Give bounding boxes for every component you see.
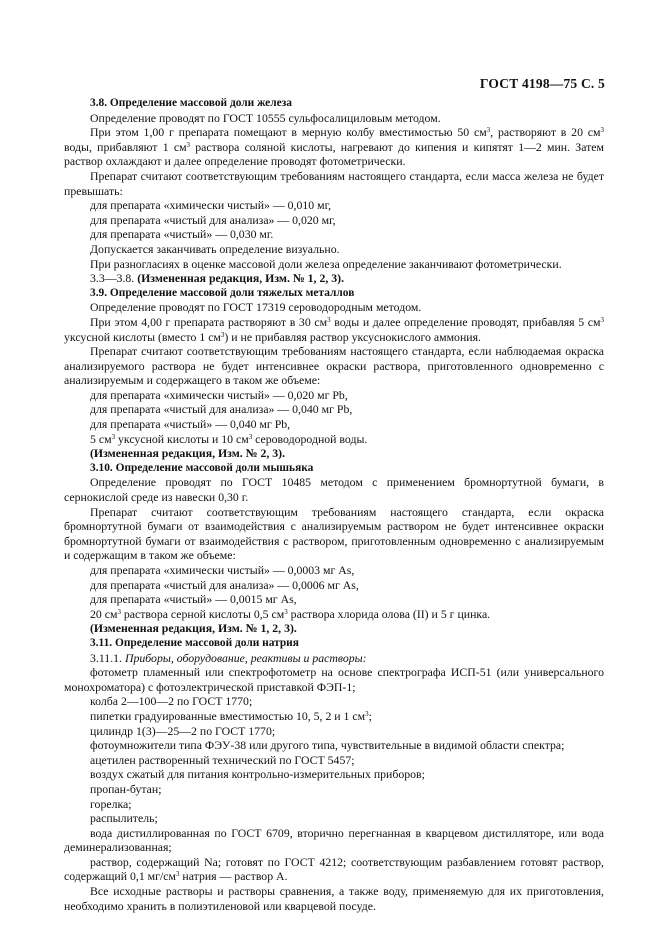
paragraph: Определение проводят по ГОСТ 10485 методом с применением бромнортутной бумаги, в сернокислой среде из навески 0,30 г. (64, 475, 604, 505)
page-body (64, 96, 604, 913)
list-item: 20 $см^3$ раствора серной кислоты 0,5 $см^3$ раствора хлорида олова (II) и 5 г цинка. (90, 606, 491, 621)
paragraph: Препарат считают соответствующим требованиям настоящего стандарта, если наблюдаемая окраска анализируемого раствора не будет интенсивнее окраски раствора, приготовленного одновременно с анализируемым и содержащего в таком же объеме: (64, 344, 604, 388)
list-item: фотоумножители типа ФЭУ-38 или другого типа, чувствительные в видимой области спектра; (90, 738, 565, 753)
section-3-11-heading: 3.11. Определение массовой доли натрия (90, 636, 299, 649)
paragraph: Препарат считают соответствующим требованиям настоящего стандарта, если масса железа не будет превышать: (64, 168, 604, 198)
section-3-8-heading: 3.8. Определение массовой доли железа (90, 97, 292, 109)
list-item: пипетки градуированные вместимостью 10, 5, 2 и 1 $см^3$; (90, 708, 372, 723)
section-3-10-heading: 3.10. Определение массовой доли мышьяка (90, 461, 314, 474)
paragraph: Определение проводят по ГОСТ 10555 сульфосалициловым методом. (90, 110, 441, 125)
paragraph: Все исходные растворы и растворы сравнения, а также воду, применяемую для их приготовления, необходимо хранить в полиэтиленовой или кварцевой посуде. (64, 884, 604, 913)
running-header: ГОСТ 4198—75 С. 5 (479, 76, 605, 91)
list-item: 5 $см^3$ уксусной кислоты и 10 $см^3$ сероводородной воды. (90, 431, 368, 446)
paragraph: Определение проводят по ГОСТ 17319 сероводородным методом. (90, 300, 422, 315)
list-item: колба 2—100—2 по ГОСТ 1770; (90, 694, 253, 709)
list-item: для препарата «химически чистый» — 0,0003 мг As, (90, 563, 355, 577)
list-item: для препарата «чистый» — 0,0015 мг As, (90, 592, 297, 607)
list-item: для препарата «чистый» — 0,040 мг Pb, (90, 417, 291, 432)
paragraph: Допускается заканчивать определение визуально. (90, 241, 340, 256)
paragraph: Препарат считают соответствующим требованиям настоящего стандарта, если окраска бромнортутной бумаги от взаимодействия с анализируемым раствором не будет интенсивнее окраски бромнортутной бумаги от взаимодействия с раствором, приготовленным одновременно с анализируемым и содержащим в таком же объеме: (64, 504, 604, 563)
list-item: ацетилен растворенный технический по ГОСТ 5457; (90, 752, 355, 767)
list-item: для препарата «чистый для анализа» — 0,040 мг Pb, (90, 402, 353, 417)
list-item: пропан-бутан; (90, 781, 162, 796)
list-item: для препарата «чистый» — 0,030 мг. (90, 227, 274, 242)
list-item: горелка; (90, 796, 132, 811)
revision-note: 3.3—3.8. (Измененная редакция, Изм. № 1, 2, 3). (90, 271, 345, 286)
list-item: распылитель; (90, 811, 158, 826)
subsection-heading: 3.11.1. Приборы, оборудование, реактивы и растворы: (90, 650, 367, 665)
list-item: раствор, содержащий Na; готовят по ГОСТ 4212; соответствующим разбавлением готовят раствор, содержащий 0,1 $мг/см^3$ натрия — раствор А. (64, 854, 604, 884)
revision-note: (Измененная редакция, Изм. № 2, 3). (90, 446, 286, 461)
list-item: цилиндр 1(3)—25—2 по ГОСТ 1770; (90, 723, 276, 738)
list-item: вода дистиллированная по ГОСТ 6709, вторично перегнанная в кварцевом дистилляторе, или вода деминерализованная; (64, 825, 604, 855)
list-item: фотометр пламенный или спектрофотометр на основе спектрографа ИСП-51 (или универсального монохроматора) с фотоэлектрической приставкой ФЭП-1; (64, 665, 604, 694)
list-item: для препарата «чистый для анализа» — 0,0006 мг As, (90, 577, 359, 592)
list-item: для препарата «химически чистый» — 0,020 мг Pb, (90, 387, 348, 402)
paragraph: При этом 4,00 г препарата растворяют в 30 $см^3$ воды и далее определение проводят, прибавляя 5 $см^3$ уксусной кислоты (вместо 1 $см^3$) и не прибавляя раствор уксуснокислого аммония. (64, 314, 604, 344)
paragraph: При разногласиях в оценке массовой доли железа определение заканчивают фотометрически. (90, 256, 562, 271)
section-3-9-heading: 3.9. Определение массовой доли тяжелых металлов (90, 286, 355, 299)
list-item: для препарата «химически чистый» — 0,010 мг, (90, 198, 332, 213)
paragraph: При этом 1,00 г препарата помещают в мерную колбу вместимостью 50 $см^3$, растворяют в 20 $см^3$ воды, прибавляют 1 $см^3$ раствора соляной кислоты, нагревают до кипения и кипятят 1—2 мин. Затем раствор охлаждают и далее определение проводят фотометрически. (64, 125, 604, 169)
list-item: для препарата «чистый для анализа» — 0,020 мг, (90, 212, 336, 227)
list-item: воздух сжатый для питания контрольно-измерительных приборов; (90, 767, 425, 782)
revision-note: (Измененная редакция, Изм. № 1, 2, 3). (90, 621, 297, 636)
